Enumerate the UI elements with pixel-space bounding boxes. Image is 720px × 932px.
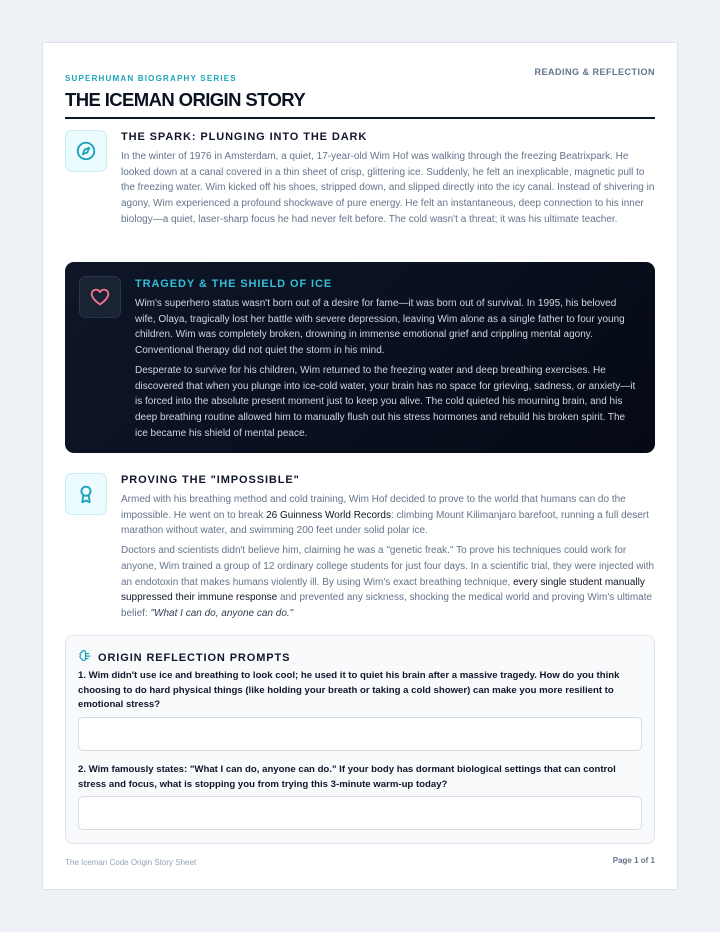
- reflection-title: ORIGIN REFLECTION PROMPTS: [98, 652, 291, 664]
- section-tragedy: [65, 262, 655, 453]
- page-title: THE ICEMAN ORIGIN STORY: [65, 89, 306, 110]
- title-divider: [65, 117, 655, 119]
- section-title: TRAGEDY & THE SHIELD OF ICE: [135, 278, 333, 290]
- page-number: Page 1 of 1: [612, 856, 655, 865]
- section-title: PROVING THE "IMPOSSIBLE": [121, 474, 300, 486]
- section-paragraph: Doctors and scientists didn't believe him, claiming he was a "genetic freak." To prove his techniques could work for anyone, Wim trained a group of 12 ordinary college students for just four days. In a scientific trial, they were injected with an endotoxin that makes humans violently ill. By using Wim's exact breathing technique, every single student manually suppressed their immune response and prevented any sickness, shocking the medical world and proving Wim's ultimate belief: "What I can do, anyone can do.": [121, 545, 655, 619]
- heart-icon: [79, 276, 121, 318]
- answer-field-2[interactable]: [78, 796, 642, 830]
- footer-title: The Iceman Code Origin Story Sheet: [65, 858, 197, 867]
- section-paragraph: Wim's superhero status wasn't born out of a desire for fame—it was born out of survival. In 1995, his beloved wife, Olaya, tragically lost her battle with severe depression, leaving Wim alone as a single father to four young children. Wim was completely broken, drowning in immense emotional grief and crippling mental agony. Conventional therapy did not quiet the storm in his mind.: [135, 298, 625, 357]
- award-ribbon-icon: [65, 473, 107, 515]
- worksheet-page: [42, 42, 678, 890]
- question-2: 2. Wim famously states: "What I can do, anyone can do." If your body has dormant biological settings that can control stress and focus, what is stopping you from trying this 3-minute warm-up today?: [78, 764, 616, 790]
- answer-field-1[interactable]: [78, 717, 642, 751]
- section-tag: READING & REFLECTION: [534, 67, 655, 77]
- section-spark: [121, 129, 655, 232]
- highlight-records: 26 Guinness World Records: [266, 509, 391, 521]
- highlight-immune: every single student manually suppressed their immune response: [121, 576, 645, 604]
- section-paragraph: Desperate to survive for his children, Wim returned to the freezing water and deep breathing exercises. He discovered that when you plunge into ice-cold water, your brain has no space for grieving, sadness, or anxiety—it is forced into the absolute present moment just to keep you alive. The cold quieted his mourning brain, and his deep breathing routine allowed him to manually flush out his stress hormones and rebuild his broken spirit. The ice became his shield of mental peace.: [135, 364, 636, 439]
- compass-icon: [65, 130, 107, 172]
- section-impossible: [121, 472, 655, 626]
- brain-icon: [78, 648, 93, 668]
- section-paragraph: Armed with his breathing method and cold training, Wim Hof decided to prove to the world that humans can do the impossible. He went on to break 26 Guinness World Records: climbing Mount Kilimanjaro barefoot, running a full desert marathon without water, and swimming 200 feet under solid polar ice.: [121, 494, 649, 537]
- section-body: [135, 276, 637, 445]
- series-label: SUPERHUMAN BIOGRAPHY SERIES: [65, 74, 237, 83]
- question-1: 1. Wim didn't use ice and breathing to look cool; he used it to quiet his brain after a massive tragedy. How do you think choosing to do hard physical things (like holding your breath or taking a cold shower) can make you more resilient to emotional stress?: [78, 670, 620, 710]
- reflection-panel: [65, 635, 655, 844]
- quote: "What I can do, anyone can do.": [150, 607, 294, 619]
- section-title: THE SPARK: PLUNGING INTO THE DARK: [121, 131, 368, 143]
- section-paragraph: In the winter of 1976 in Amsterdam, a quiet, 17-year-old Wim Hof was walking through the freezing Beatrixpark. He looked down at a canal covered in a thin sheet of crisp, glittering ice. Suddenly, he felt an inexplicable, magnetic pull to the freezing water. Wim kicked off his shoes, stripped down, and slipped directly into the icy canal. Instead of shivering in agony, Wim experienced a profound shockwave of pure energy. He felt an instantaneous, deep connection to his inner biology—a quiet, laser-sharp focus he had never felt before. The cold wasn't a threat; it was his ultimate teacher.: [121, 151, 655, 225]
